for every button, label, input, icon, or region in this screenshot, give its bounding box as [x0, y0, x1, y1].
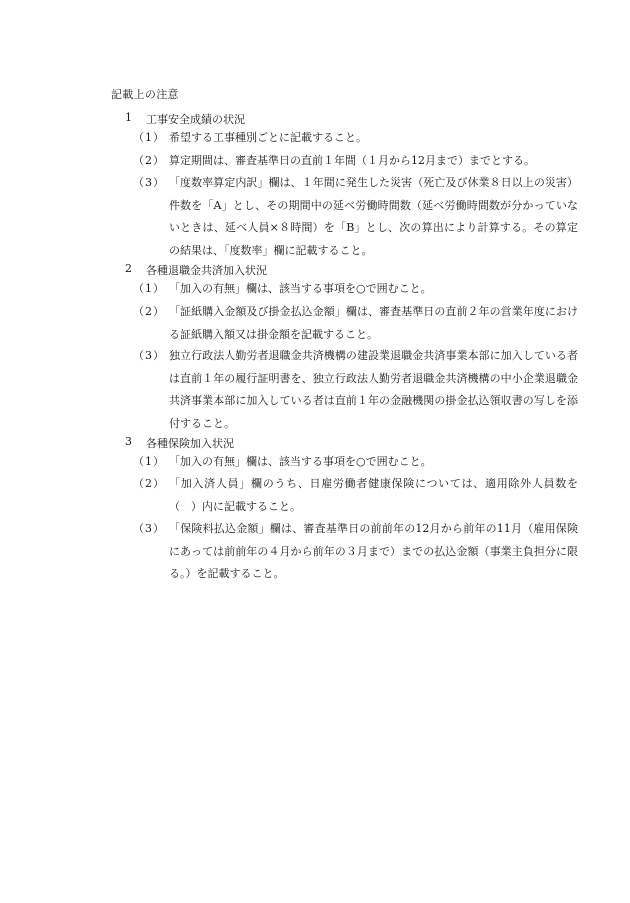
section-3-item-2 — [133, 473, 578, 518]
item-number: （1） — [133, 282, 165, 295]
item-number: （3） — [133, 176, 165, 189]
section-heading: 工事安全成績の状況 — [146, 113, 245, 126]
section-number: 2 — [125, 262, 132, 275]
item-text: 希望する工事種別ごとに記載すること。 — [169, 131, 367, 144]
item-number: （1） — [133, 131, 165, 144]
item-text: 算定期間は、審査基準日の直前１年間（１月から12月まで）までとする。 — [169, 154, 535, 167]
page-title: 記載上の注意 — [111, 88, 179, 101]
section-number: 3 — [125, 435, 132, 448]
section-1-item-3 — [133, 172, 578, 262]
item-number: （2） — [133, 154, 165, 167]
item-number: （3） — [133, 522, 165, 535]
item-number: （1） — [133, 455, 165, 468]
section-heading: 各種退職金共済加入状況 — [146, 264, 267, 277]
item-number: （2） — [133, 305, 165, 318]
item-number: （3） — [133, 349, 165, 362]
item-text: 「度数率算定内訳」欄は、１年間に発生した災害（死亡及び休業８日以上の災害）件数を「A」とし、その期間中の延べ労働時間数（延べ労働時間数が分かっていないときは、延べ人員×８時間）を「B」とし、次の算出により計算する。その算定の結果は、「度数率」欄に記載すること。 — [169, 176, 578, 257]
item-text: 独立行政法人勤労者退職金共済機構の建設業退職金共済事業本部に加入している者は直前１年の履行証明書を、独立行政法人勤労者退職金共済機構の中小企業退職金共済事業本部に加入している者は直前１年の金融機関の掛金払込領収書の写しを添付すること。 — [169, 349, 578, 430]
item-number: （2） — [133, 477, 165, 490]
item-text: 「証紙購入金額及び掛金払込金額」欄は、審査基準日の直前２年の営業年度における証紙購入額又は掛金額を記載すること。 — [169, 305, 578, 341]
section-2-heading — [125, 262, 267, 278]
section-3-heading — [125, 435, 234, 451]
item-text: 「保険料払込金額」欄は、審査基準日の前前年の12月から前年の11月（雇用保険にあっては前前年の４月から前年の３月まで）までの払込金額（事業主負担分に限る。）を記載すること。 — [169, 522, 578, 580]
section-2-item-3 — [133, 345, 578, 435]
section-1-heading — [125, 111, 245, 127]
item-text: 「加入の有無」欄は、該当する事項を○で囲むこと。 — [169, 282, 432, 295]
section-number: 1 — [125, 111, 132, 124]
section-heading: 各種保険加入状況 — [146, 437, 234, 450]
section-1-item-1 — [133, 127, 578, 150]
section-2-item-2 — [133, 301, 578, 346]
section-2-item-1 — [133, 278, 578, 301]
item-text: 「加入の有無」欄は、該当する事項を○で囲むこと。 — [169, 455, 432, 468]
item-text: 「加入済人員」欄のうち、日雇労働者健康保険については、適用除外人員数を（ ）内に記載すること。 — [169, 477, 578, 513]
section-3-item-3 — [133, 518, 578, 586]
section-3-item-1 — [133, 451, 578, 474]
section-1-item-2 — [133, 150, 578, 173]
